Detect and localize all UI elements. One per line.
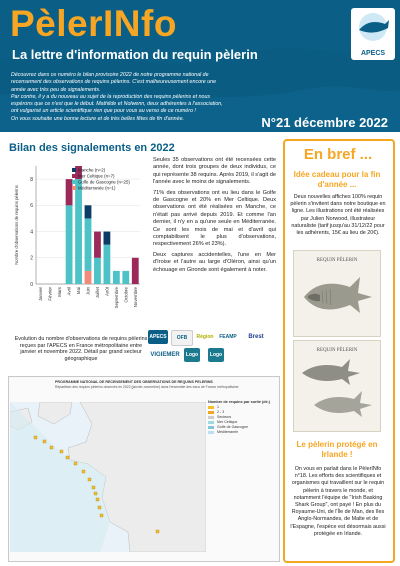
bar-segment xyxy=(104,232,111,245)
bar-segment xyxy=(66,179,73,205)
poster-label: REQUIN PÈLERIN xyxy=(316,258,358,263)
shark-poster-image[interactable] xyxy=(293,250,381,337)
bar-segment xyxy=(113,271,120,284)
legend-label: Secteurs xyxy=(217,415,232,419)
apecs-logo xyxy=(351,8,395,60)
legend-label: Golfe de Gascogne (n=25) xyxy=(78,179,130,185)
x-tick-label: Octobre xyxy=(123,287,129,303)
observation-map xyxy=(10,402,206,552)
legend-title: Nombre de requins par sortie (dé.) xyxy=(208,400,271,404)
ireland-title: Le pèlerin protégé en Irlande ! xyxy=(296,440,378,459)
section-title: Bilan des signalements en 2022 xyxy=(9,142,175,154)
bar-segment xyxy=(85,218,92,270)
bar-segment xyxy=(85,205,92,218)
masthead-title: PèlerINfo xyxy=(10,3,177,44)
map-subheader: Répartition des requins pèlerins observés en 2022 (janvier-novembre) dans l'ensemble des eaux de France métropolitaine xyxy=(55,385,239,389)
x-tick-label: Novembre xyxy=(132,287,138,308)
intro-line: Par contre, il y a du nouveau au sujet de la reproduction des requins pèlerins et nous xyxy=(11,93,211,100)
x-tick-label: Août xyxy=(104,287,110,297)
intro-line: espérons que ce n'est que le début. Mathilde et Nolwenn, deux adhérentes à l'association, xyxy=(11,101,223,108)
legend-label: Golfe de Gascogne xyxy=(217,425,248,429)
legend-label: 1 xyxy=(217,405,219,409)
y-tick-label: 0 xyxy=(30,281,33,288)
bar-segment xyxy=(75,179,82,284)
x-tick-label: Mars xyxy=(57,287,63,297)
y-axis-label: Nombre d'observations de requins pèlerins xyxy=(14,185,19,265)
partner-logo: Logo xyxy=(208,348,224,362)
gift-text: Deux nouvelles affiches 100% requin pèlerin s'invitent dans notre boutique en ligne. Les illustrations ont été réalisées par Julien Norwood, illustrateur naturaliste (tarif jusqu'au 31/12/22 pour les adhérents, 15€ au lieu de 20€). xyxy=(290,194,386,237)
partner-logo: OFB xyxy=(171,330,193,346)
shark-logo-icon xyxy=(351,8,395,48)
legend-label: Mer Celtique (n=7) xyxy=(78,173,115,179)
intro-line: ont vulgarisé un article scientifique rien que pour vous au verso de ce numéro ! xyxy=(11,108,196,115)
intro-line: recensement des observations de requins pèlerins. C'est malheureusement encore une xyxy=(11,79,217,86)
gift-title: Idée cadeau pour la fin d'année ... xyxy=(293,170,381,189)
legend-swatch xyxy=(72,174,76,178)
x-tick-label: Juillet xyxy=(94,287,100,299)
map-header: PROGRAMME NATIONAL DE RECENSEMENT DES OBSERVATIONS DE REQUINS PELERINS xyxy=(55,380,213,384)
shark-poster-image[interactable] xyxy=(293,340,381,432)
ireland-text: On vous en parlait dans le PèlerINfo n°18. Les efforts des scientifiques et organismes qui travaillent sur le requin pèlerin à travers le monde, et notamment l'équipe de "Irish Basking Shark Group", ont payé ! En plus du Royaume-Uni, de l'Île de Man, des îles Anglo-Normandes, de Malte et de l'Espagne, l'espèce est désormais aussi protégée en Irlande. xyxy=(290,466,386,537)
y-tick-label: 2 xyxy=(30,255,33,262)
legend-label: Méditerranée (n=1) xyxy=(78,185,116,191)
chart-caption: Evolution du nombre d'observations de requins pèlerins reçues par l'APECS en France métropolitaine entre janvier et novembre 2022. Détail par grand secteur géographique xyxy=(14,336,148,362)
bar-segment xyxy=(122,271,129,284)
legend-swatch xyxy=(72,186,76,190)
x-tick-label: Février xyxy=(47,287,53,301)
bar-segment xyxy=(94,258,101,284)
issue-number: N°21 décembre 2022 xyxy=(261,115,388,130)
legend-item xyxy=(208,430,274,435)
bar-segment xyxy=(66,205,73,284)
legend-swatch xyxy=(72,180,76,184)
article-paragraph: Seules 35 observations ont été recensées cette année, dont trois groupes de deux individus, ce qui représente 38 requins. Après 2019, il s'agit de l'année avec le moins de signalements. xyxy=(153,157,276,186)
x-tick-label: Septembre xyxy=(113,287,119,309)
article-paragraph: Deux captures accidentelles, l'une en Mer d'Iroise et l'autre au large d'Oléron, ainsi qu'un échouage en Gironde sont également à noter. xyxy=(153,251,276,273)
partner-logo: FEAMP xyxy=(218,330,238,344)
legend-label: 2 - 3 xyxy=(217,410,225,414)
bar-segment xyxy=(94,232,101,258)
logo-label: APECS xyxy=(360,50,386,57)
article-text xyxy=(153,157,276,277)
x-tick-label: Juin xyxy=(85,287,91,296)
legend-label: Manche (n=2) xyxy=(78,167,106,173)
basking-shark-illustration xyxy=(294,341,380,431)
y-tick-label: 4 xyxy=(30,229,33,236)
bar-segment xyxy=(132,258,139,284)
partner-logo: Brest xyxy=(242,330,270,344)
intro-line: On vous souhaite une bonne lecture et de très belles fêtes de fin d'année. xyxy=(11,115,184,122)
partner-logo: Région xyxy=(194,330,216,344)
article-paragraph: 71% des observations ont eu lieu dans le Golfe de Gascogne et 20% en Mer Celtique. Deux observations ont été réalisées en Manche, ce n'était pas arrivé depuis 2019. Et comme l'an dernier, il n'y en a qu'une seule en Méditerranée. Ce sont les mois de mai et d'avril qui comptabilisent le plus d'observations, respectivement 26% et 23%). xyxy=(153,189,276,248)
legend-label: Mer Celtique xyxy=(217,420,238,424)
partner-logo: VIGIEMER xyxy=(150,348,180,362)
x-tick-label: Janvier xyxy=(38,287,44,302)
basking-shark-illustration xyxy=(294,251,380,336)
intro-line: Découvrez dans ce numéro le bilan provisoire 2022 de notre programme national de xyxy=(11,72,209,78)
y-tick-label: 8 xyxy=(30,176,33,183)
x-tick-label: Mai xyxy=(76,287,82,295)
intro-line: année avec très peu de signalements. xyxy=(11,86,101,93)
bar-segment xyxy=(104,245,111,284)
y-tick-label: 6 xyxy=(30,203,33,210)
map-legend xyxy=(208,400,274,435)
x-tick-label: Avril xyxy=(66,287,72,296)
observations-bar-chart xyxy=(8,154,148,330)
sidebar-heading: En bref ... xyxy=(303,146,373,163)
bar-segment xyxy=(85,271,92,284)
partner-logo: Logo xyxy=(184,348,200,362)
poster-label: REQUIN PÈLERIN xyxy=(316,348,358,353)
masthead-subtitle: La lettre d'information du requin pèlerin xyxy=(12,47,258,62)
legend-label: Méditerranée xyxy=(217,430,239,434)
legend-swatch xyxy=(72,168,76,172)
partner-logo: APECS xyxy=(148,330,168,344)
